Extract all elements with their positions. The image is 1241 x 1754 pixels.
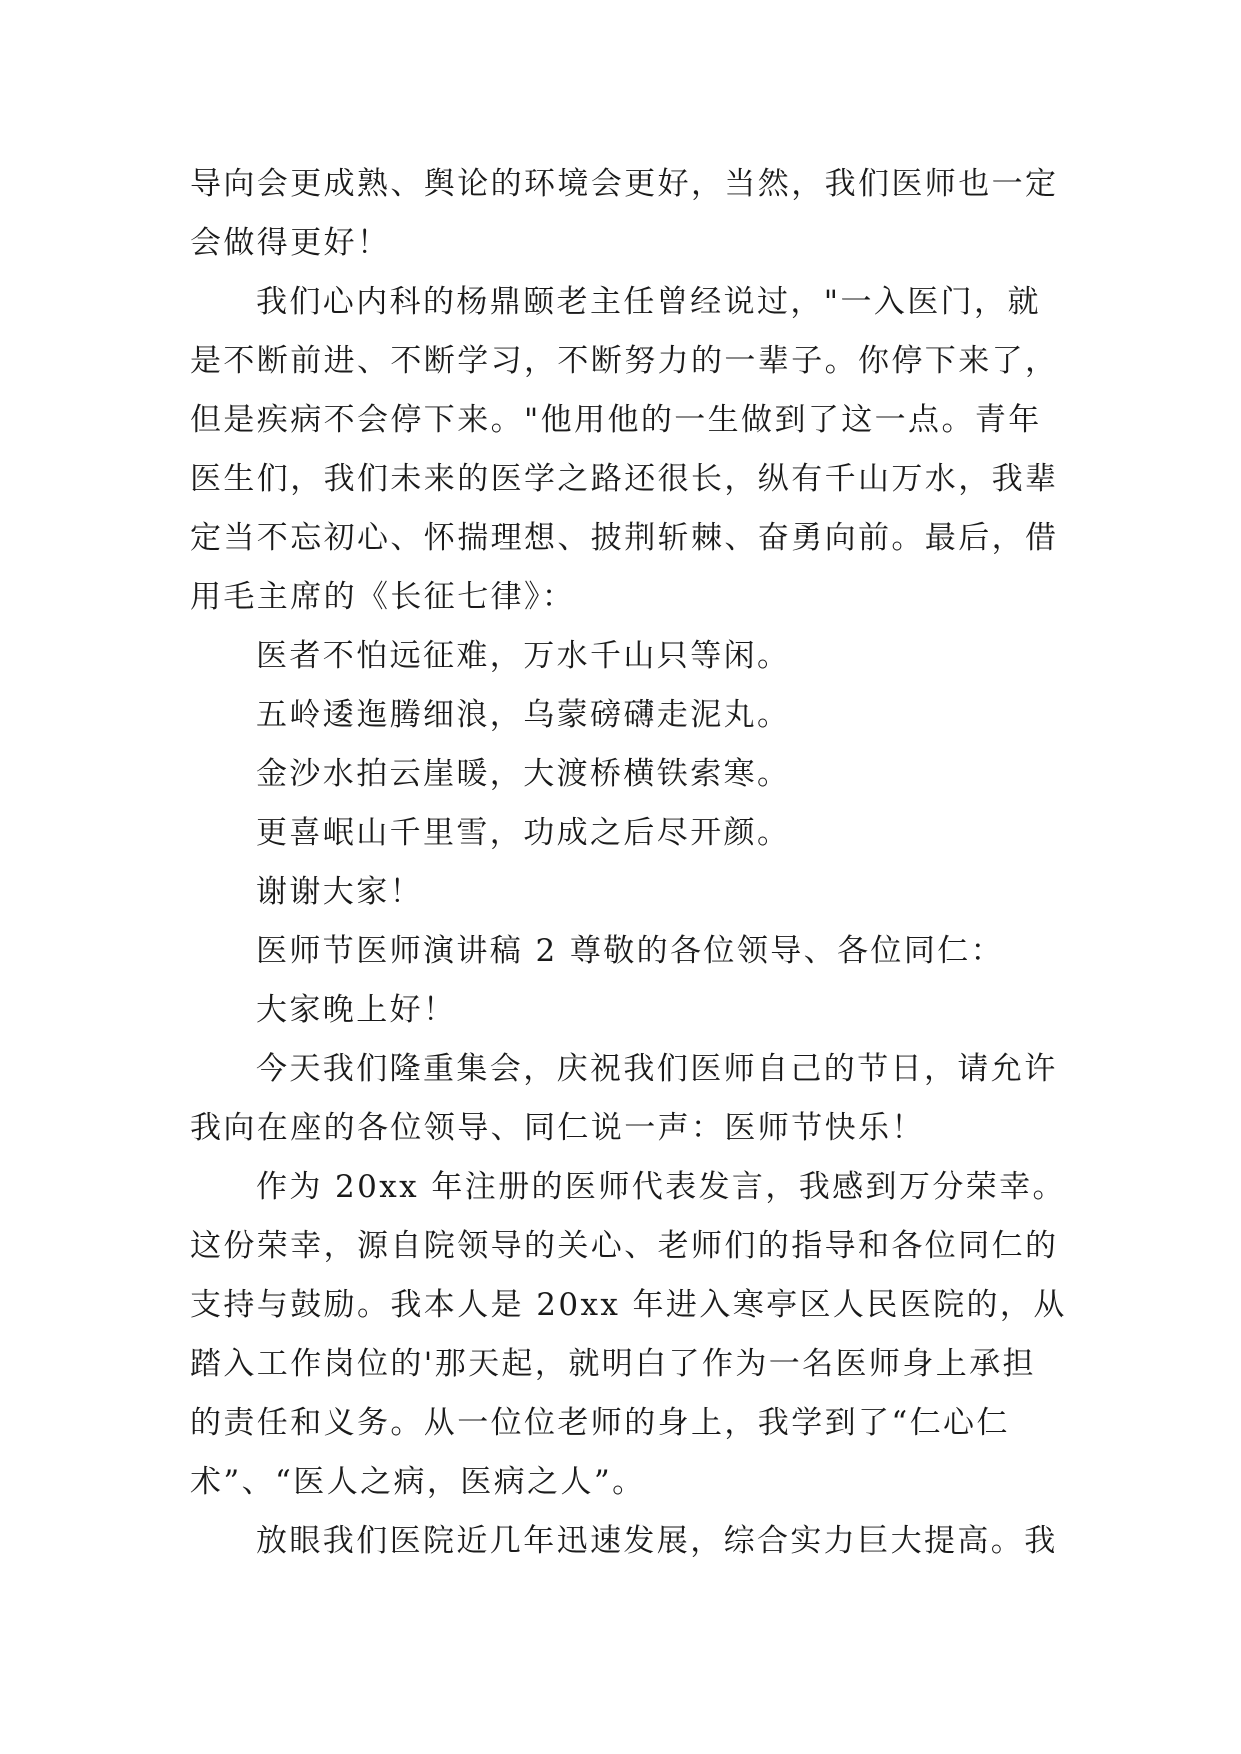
text-line: 放眼我们医院近几年迅速发展，综合实力巨大提高。我 bbox=[256, 1523, 1058, 1559]
text-line: 但是疾病不会停下来。"他用他的一生做到了这一点。青年 bbox=[190, 402, 1042, 438]
text-line: 用毛主席的《长征七律》： bbox=[190, 579, 576, 615]
text-line: 这份荣幸，源自院领导的关心、老师们的指导和各位同仁的 bbox=[190, 1228, 1059, 1264]
text-line: 定当不忘初心、怀揣理想、披荆斩棘、奋勇向前。最后，借 bbox=[190, 520, 1059, 556]
text-line: 支持与鼓励。我本人是 20xx 年进入寒亭区人民医院的，从 bbox=[190, 1287, 1067, 1323]
text-line: 会做得更好！ bbox=[190, 225, 391, 261]
text-line: 我向在座的各位领导、同仁说一声：医师节快乐！ bbox=[190, 1110, 925, 1146]
poem-line: 更喜岷山千里雪，功成之后尽开颜。 bbox=[256, 815, 791, 851]
poem-line: 五岭逶迤腾细浪，乌蒙磅礴走泥丸。 bbox=[256, 697, 791, 733]
text-line: 我们心内科的杨鼎颐老主任曾经说过，"一入医门，就 bbox=[256, 284, 1041, 320]
section-heading-line: 医师节医师演讲稿 2 尊敬的各位领导、各位同仁： bbox=[256, 933, 1005, 969]
poem-line: 金沙水拍云崖暖，大渡桥横铁索寒。 bbox=[256, 756, 791, 792]
greeting-line: 大家晚上好！ bbox=[256, 992, 457, 1028]
text-line: 的责任和义务。从一位位老师的身上，我学到了“仁心仁 bbox=[190, 1405, 1010, 1441]
text-line: 医生们，我们未来的医学之路还很长，纵有千山万水，我辈 bbox=[190, 461, 1059, 497]
text-line: 谢谢大家！ bbox=[256, 874, 423, 910]
text-line: 作为 20xx 年注册的医师代表发言，我感到万分荣幸。 bbox=[256, 1169, 1066, 1205]
text-line: 今天我们隆重集会，庆祝我们医师自己的节日，请允许 bbox=[256, 1051, 1058, 1087]
text-line: 术”、“医人之病，医病之人”。 bbox=[190, 1464, 646, 1500]
text-line: 导向会更成熟、舆论的环境会更好，当然，我们医师也一定 bbox=[190, 166, 1059, 202]
text-line: 是不断前进、不断学习，不断努力的一辈子。你停下来了， bbox=[190, 343, 1059, 379]
document-body bbox=[190, 155, 1067, 1571]
poem-line: 医者不怕远征难，万水千山只等闲。 bbox=[256, 638, 791, 674]
text-line: 踏入工作岗位的'那天起，就明白了作为一名医师身上承担 bbox=[190, 1346, 1036, 1382]
